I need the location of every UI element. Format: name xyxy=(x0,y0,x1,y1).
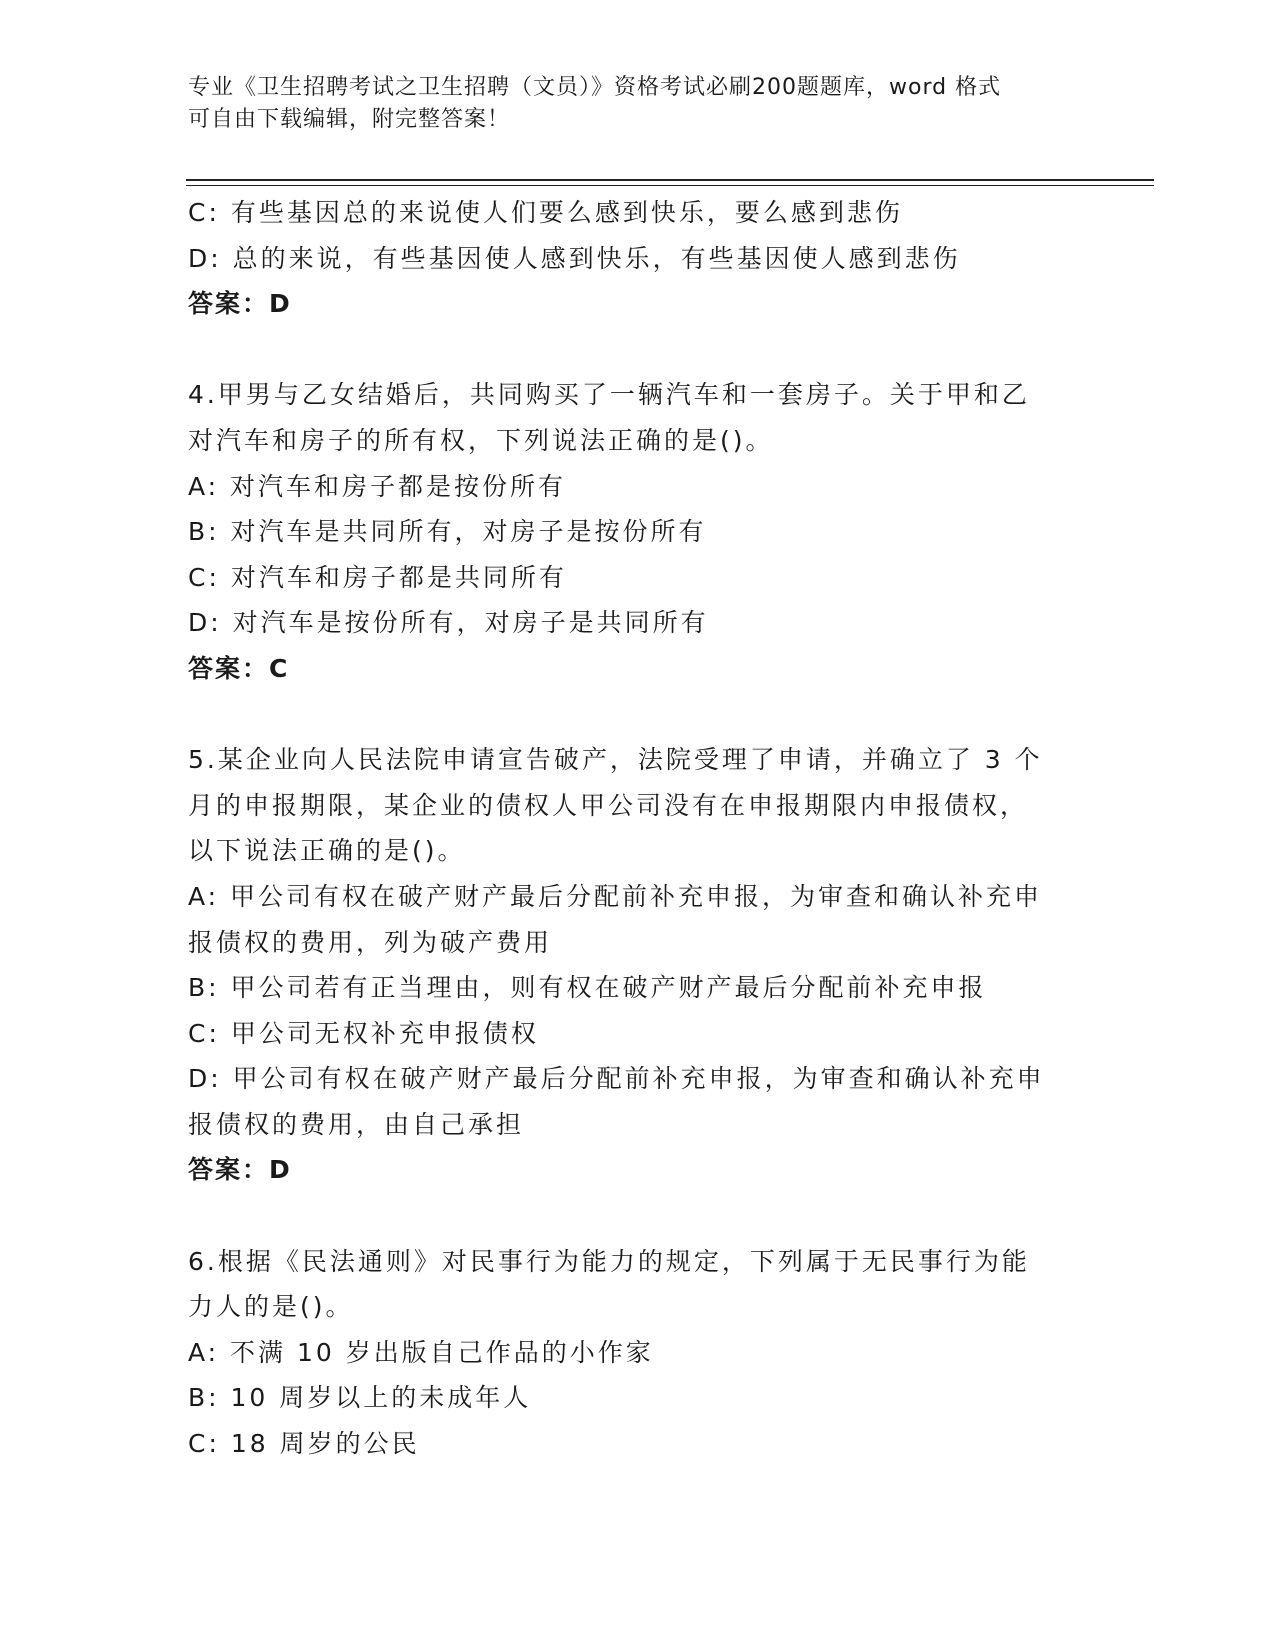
header-line-1: 专业《卫生招聘考试之卫生招聘（文员）》资格考试必刷200题题库，word 格式 xyxy=(188,75,1002,100)
question-3-tail xyxy=(188,190,1088,327)
question-stem: 对汽车和房子的所有权，下列说法正确的是()。 xyxy=(188,425,774,455)
header-line-2: 可自由下载编辑，附完整答案！ xyxy=(188,107,511,132)
question-5 xyxy=(188,737,1088,1193)
document-header xyxy=(188,72,1088,136)
question-stem: 5.某企业向人民法院申请宣告破产，法院受理了申请，并确立了 3 个 xyxy=(188,745,1043,775)
header-divider-thin xyxy=(186,185,1154,186)
option-a: A: 对汽车和房子都是按份所有 xyxy=(188,471,567,501)
answer: 答案：C xyxy=(188,653,290,683)
spacer xyxy=(188,327,1088,373)
document-body xyxy=(188,190,1088,1467)
option-d: D: 总的来说，有些基因使人感到快乐，有些基因使人感到悲伤 xyxy=(188,243,961,273)
answer: 答案：D xyxy=(188,289,292,319)
question-stem: 4.甲男与乙女结婚后，共同购买了一辆汽车和一套房子。关于甲和乙 xyxy=(188,380,1030,410)
question-stem: 月的申报期限，某企业的债权人甲公司没有在申报期限内申报债权， xyxy=(188,790,1029,820)
option-a: A: 不满 10 岁出版自己作品的小作家 xyxy=(188,1337,654,1367)
option-a: A: 甲公司有权在破产财产最后分配前补充申报，为审查和确认补充申 xyxy=(188,881,1043,911)
spacer xyxy=(188,692,1088,738)
option-b: B: 10 周岁以上的未成年人 xyxy=(188,1383,532,1413)
option-c: C: 有些基因总的来说使人们要么感到快乐，要么感到悲伤 xyxy=(188,198,903,227)
question-stem: 6.根据《民法通则》对民事行为能力的规定，下列属于无民事行为能 xyxy=(188,1246,1030,1276)
option-c: C: 对汽车和房子都是共同所有 xyxy=(188,562,567,592)
option-d: D: 对汽车是按份所有，对房子是共同所有 xyxy=(188,608,709,638)
option-a-continued: 报债权的费用，列为破产费用 xyxy=(188,927,553,957)
option-c: C: 甲公司无权补充申报债权 xyxy=(188,1018,539,1048)
question-6 xyxy=(188,1239,1088,1467)
option-b: B: 对汽车是共同所有，对房子是按份所有 xyxy=(188,517,707,547)
option-d: D: 甲公司有权在破产财产最后分配前补充申报，为审查和确认补充申 xyxy=(188,1064,1045,1094)
option-d-continued: 报债权的费用，由自己承担 xyxy=(188,1109,525,1139)
option-c: C: 18 周岁的公民 xyxy=(188,1429,420,1459)
question-stem: 力人的是()。 xyxy=(188,1292,354,1322)
option-b: B: 甲公司若有正当理由，则有权在破产财产最后分配前补充申报 xyxy=(188,973,987,1003)
question-stem: 以下说法正确的是()。 xyxy=(188,836,466,866)
question-4 xyxy=(188,372,1088,691)
header-divider-thick xyxy=(186,179,1154,181)
spacer xyxy=(188,1193,1088,1239)
answer: 答案：D xyxy=(188,1155,292,1185)
